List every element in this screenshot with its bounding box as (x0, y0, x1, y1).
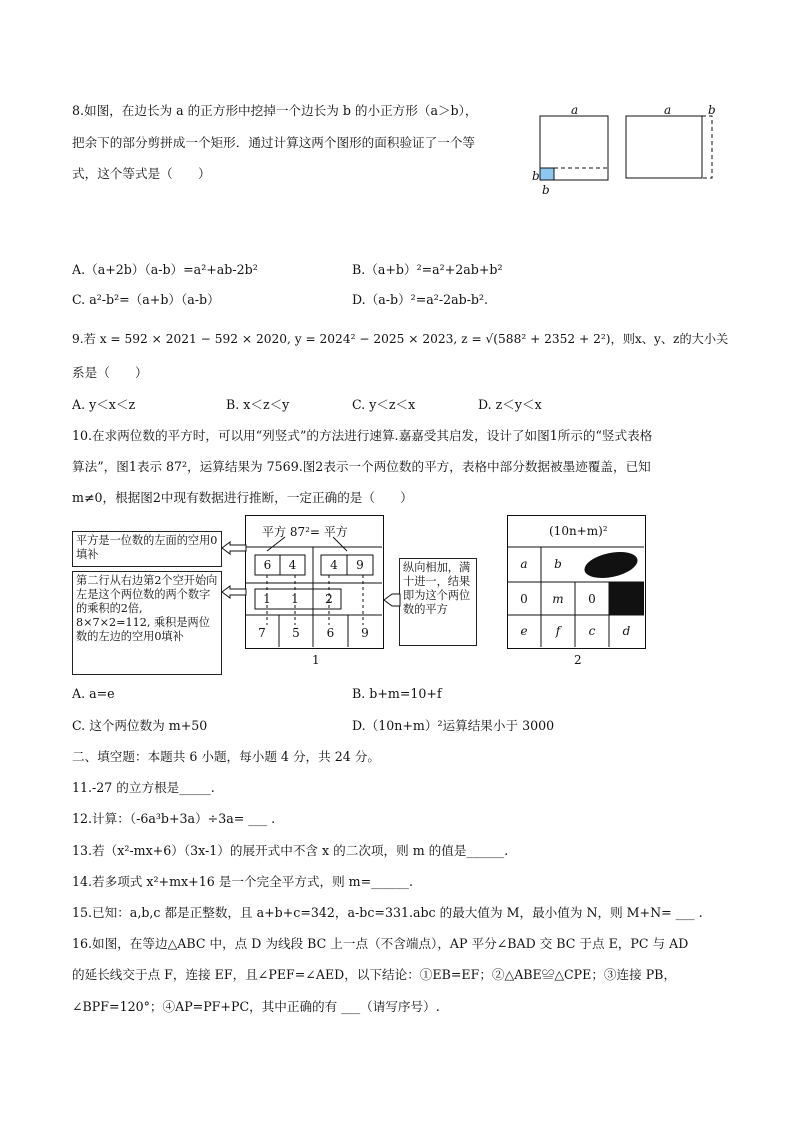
q8-figure (530, 98, 730, 198)
fig1-r3-c4: 9 (361, 626, 369, 640)
fig1-r3-c3: 6 (326, 626, 335, 640)
fig1-r1-c2: 4 (288, 558, 297, 572)
q8-line3: 式，这个等式是（ ） (72, 166, 211, 181)
fig2-r3-c4: d (622, 624, 631, 638)
fig1-pointer-right (382, 590, 402, 610)
fig1-r3-c2: 5 (292, 626, 300, 640)
fig2-r3-c2: f (555, 624, 561, 638)
ink-blot (582, 548, 640, 583)
q8-option-a[interactable]: A.（a+2b）（a-b）=a²+ab-2b² (72, 262, 258, 277)
fig1-r3-c1: 7 (258, 626, 266, 640)
fig1-caption: 1 (312, 653, 320, 667)
fig1-r2-c2: 1 (291, 592, 299, 606)
fig1-r2-c1: 1 (263, 592, 271, 606)
fig1-r2-c3: 2 (325, 592, 333, 606)
q8-label-a1: a (571, 103, 579, 117)
q16-line1: 16.如图，在等边△ABC 中，点 D 为线段 BC 上一点（不含端点），AP 平分∠BAD 交 BC 于点 E，PC 与 AD (72, 936, 689, 951)
q13: 13.若（x²-mx+6）（3x-1）的展开式中不含 x 的二次项，则 m 的值是______. (72, 843, 509, 858)
fig2-r3-c1: e (520, 624, 528, 638)
q9-option-d[interactable]: D. z＜y＜x (478, 397, 542, 412)
fig1-header: 平方 87²= 平方 (262, 525, 348, 539)
fig2-r3-c3: c (588, 624, 596, 638)
q10-option-a[interactable]: A. a=e (72, 686, 115, 701)
fig2-r1-c2: b (554, 557, 562, 571)
rect-outline (626, 116, 702, 178)
q8-option-b[interactable]: B.（a+b）²=a²+2ab+b² (352, 262, 503, 277)
q10-line1: 10.在求两位数的平方时，可以用“列竖式”的方法进行速算.嘉嘉受其启发，设计了如图1所示的“竖式表格 (72, 428, 653, 443)
fig1-note-right: 纵向相加，满十进一，结果即为这个两位数的平方 (399, 558, 477, 646)
q8-option-d[interactable]: D.（a-b）²=a²-2ab-b². (352, 292, 489, 307)
q16-line2: 的延长线交于点 F，连接 EF，且∠PEF=∠AED，以下结论：①EB=EF；②△ABE≌△CPE；③连接 PB， (72, 967, 677, 982)
q8-label-b-bottom: b (542, 183, 550, 197)
q8-line1: 8.如图，在边长为 a 的正方形中挖掉一个边长为 b 的小正方形（a＞b）， (72, 103, 478, 118)
q14: 14.若多项式 x²+mx+16 是一个完全平方式，则 m=______. (72, 874, 413, 889)
fig1-note-top: 平方是一位数的左面的空用0填补 (72, 531, 222, 567)
fig2-r1-c1: a (520, 557, 528, 571)
section-2-heading: 二、填空题：本题共 6 小题，每小题 4 分，共 24 分。 (72, 749, 380, 764)
q11: 11.-27 的立方根是_____. (72, 780, 215, 795)
q10-option-c[interactable]: C. 这个两位数为 m+50 (72, 718, 208, 733)
q9-option-c[interactable]: C. y＜z＜x (352, 397, 416, 412)
ink-square (609, 582, 644, 615)
q9-line1: 9.若 x = 592 × 2021 − 592 × 2020, y = 2024² − 2025 × 2023, z = √(588² + 2352 + 2²)，则x、y、z的大小关 (72, 332, 729, 346)
q8-label-a2: a (664, 103, 672, 117)
q9-option-a[interactable]: A. y＜x＜z (72, 397, 136, 412)
fig1-r1-c1: 6 (263, 558, 272, 572)
q10-line2: 算法”，图1表示 87²，运算结果为 7569.图2表示一个两位数的平方，表格中部分数据被墨迹覆盖，已知 (72, 459, 651, 474)
q12: 12.计算：（-6a³b+3a）÷3a= ___ . (72, 811, 276, 826)
q8-line2: 把余下的部分剪拼成一个矩形．通过计算这两个图形的面积验证了一个等 (72, 135, 475, 150)
rect-extension (702, 116, 712, 178)
fig1-r1-c3: 4 (330, 558, 338, 572)
q16-line3: ∠BPF=120°；④AP=PF+PC，其中正确的有 ___（请写序号）. (72, 999, 440, 1014)
fig2-caption: 2 (574, 653, 582, 667)
fig2-r2-c3: 0 (588, 591, 596, 606)
fig2-header: (10n+m)² (549, 524, 608, 538)
fig1-pointers (218, 540, 258, 610)
q10-line3: m≠0，根据图2中现有数据进行推断，一定正确的是（ ） (72, 490, 413, 505)
q10-option-b[interactable]: B. b+m=10+f (352, 686, 442, 701)
fig1-note-left: 第二行从右边第2个空开始向左是这个两位数的两个数字的乘积的2倍, 8×7×2=112, 乘积是两位数的左边的空用0填补 (72, 571, 222, 675)
q15: 15.已知：a,b,c 都是正整数，且 a+b+c=342，a-bc=331.abc 的最大值为 M，最小值为 N，则 M+N= ___ . (72, 905, 703, 920)
q8-option-c[interactable]: C. a²-b²=（a+b）（a-b） (72, 292, 220, 307)
fig2-r2-c1: 0 (520, 591, 528, 606)
q8-label-b-right: b (708, 103, 716, 117)
q9-line2: 系是（ ） (72, 365, 148, 380)
q9-option-b[interactable]: B. x＜z＜y (226, 397, 290, 412)
q8-label-b-left: b (532, 169, 540, 183)
fig1-r1-c4: 9 (356, 558, 364, 572)
q10-option-d[interactable]: D.（10n+m）²运算结果小于 3000 (352, 718, 555, 733)
small-square (540, 168, 554, 180)
fig2-r2-c2: m (552, 591, 564, 606)
